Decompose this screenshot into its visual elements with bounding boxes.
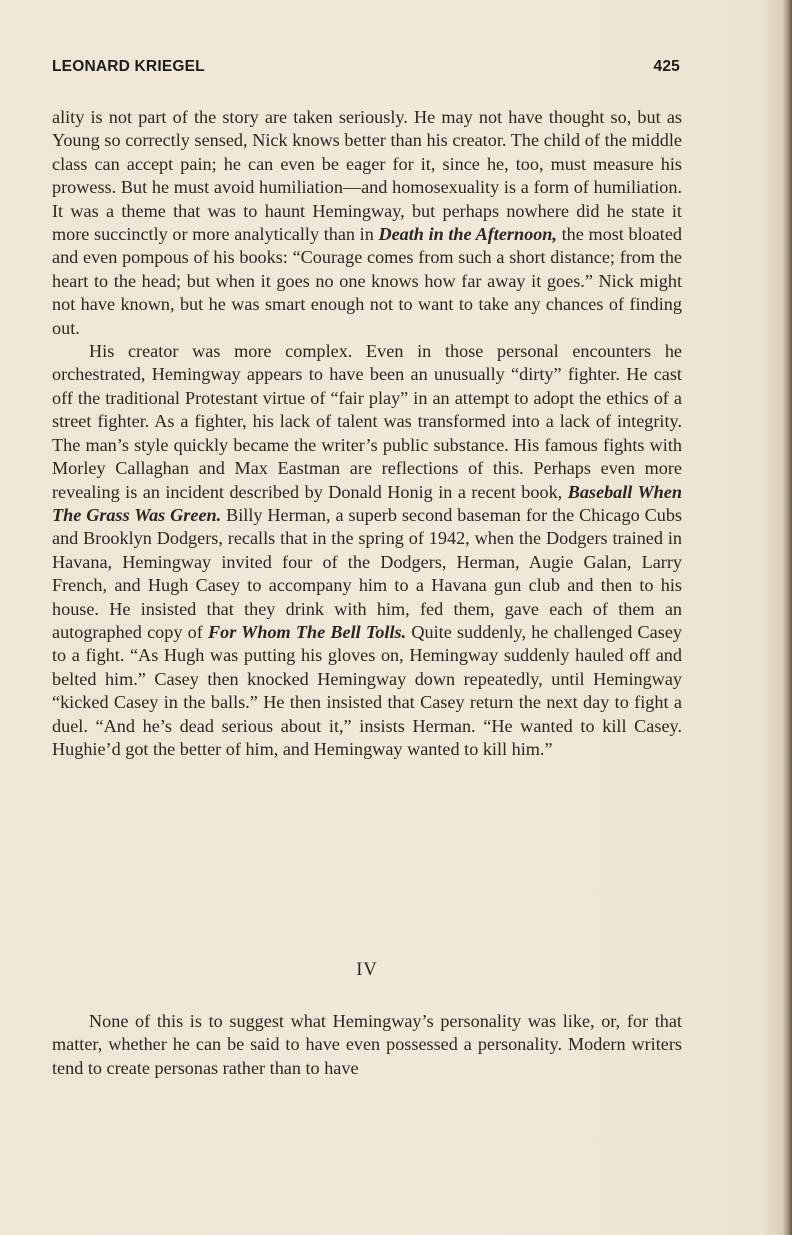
paragraph-1 — [52, 106, 682, 340]
book-title-death-in-the-afternoon: Death in the Afternoon, — [378, 224, 557, 245]
section-heading: IV — [356, 960, 378, 980]
body-text — [52, 106, 682, 761]
page-edge-shadow — [782, 0, 792, 1235]
paragraph-2-text-c: Quite suddenly, he challenged Casey to a fight. “As Hugh was putting his gloves on, Hemingway suddenly hauled off and belted him.” Casey then knocked Hemingway down repeatedly, until Hemingway “kicked Casey in the balls.” He then insisted that Casey return the next day to fight a duel. “And he’s dead serious about it,” insists Herman. “He wanted to kill Casey. Hughie’d got the better of him, and Hemingway wanted to kill him.” — [52, 621, 682, 759]
book-title-for-whom-the-bell-tolls: For Whom The Bell Tolls. — [208, 621, 407, 642]
paragraph-2-text-b: Billy Herman, a superb second baseman for the Chicago Cubs and Brooklyn Dodgers, recalls that in the spring of 1942, when the Dodgers trained in Havana, Hemingway invited four of the Dodgers, Herman, Augie Galan, Larry French, and Hugh Casey to accompany him to a Havana gun club and then to his house. He insisted that they drink with him, fed them, gave each of them an autographed copy of — [52, 504, 682, 642]
page-header — [52, 58, 680, 82]
running-head: LEONARD KRIEGEL — [52, 58, 205, 75]
book-title-baseball-when-the-grass-was-green: Baseball When The Grass Was Green. — [52, 481, 682, 525]
paragraph-2 — [52, 340, 682, 761]
paragraph-2-text-a: His creator was more complex. Even in those personal encounters he orchestrated, Hemingway appears to have been an unusually “dirty” fighter. He cast off the traditional Protestant virtue of “fair play” in an attempt to adopt the ethics of a street fighter. As a fighter, his lack of talent was transformed into a lack of integrity. The man’s style quickly became the writer’s public substance. His famous fights with Morley Callaghan and Max Eastman are reflections of this. Perhaps even more revealing is an incident described by Donald Honig in a recent book, — [52, 341, 682, 502]
paragraph-1-text-b: the most bloated and even pompous of his books: “Courage comes from such a short distance; from the heart to the head; but when it goes no one knows how far away it goes.” Nick might not have known, but he was smart enough not to want to take any chances of finding out. — [52, 224, 683, 338]
paragraph-3: None of this is to suggest what Hemingway’s personality was like, or, for that matter, whether he can be said to have even possessed a personality. Modern writers tend to create personas rather than to have — [52, 1011, 682, 1078]
final-text — [52, 1010, 682, 1080]
paragraph-1-text-a: ality is not part of the story are taken seriously. He may not have thought so, but as Young so correctly sensed, Nick knows better than his creator. The child of the middle class can accept pain; he can even be eager for it, since he, too, must measure his prowess. But he must avoid humiliation—and homosexuality is a form of humiliation. It was a theme that was to haunt Hemingway, but perhaps nowhere did he state it more succinctly or more analytically than in — [52, 107, 682, 245]
page-number: 425 — [653, 58, 680, 75]
